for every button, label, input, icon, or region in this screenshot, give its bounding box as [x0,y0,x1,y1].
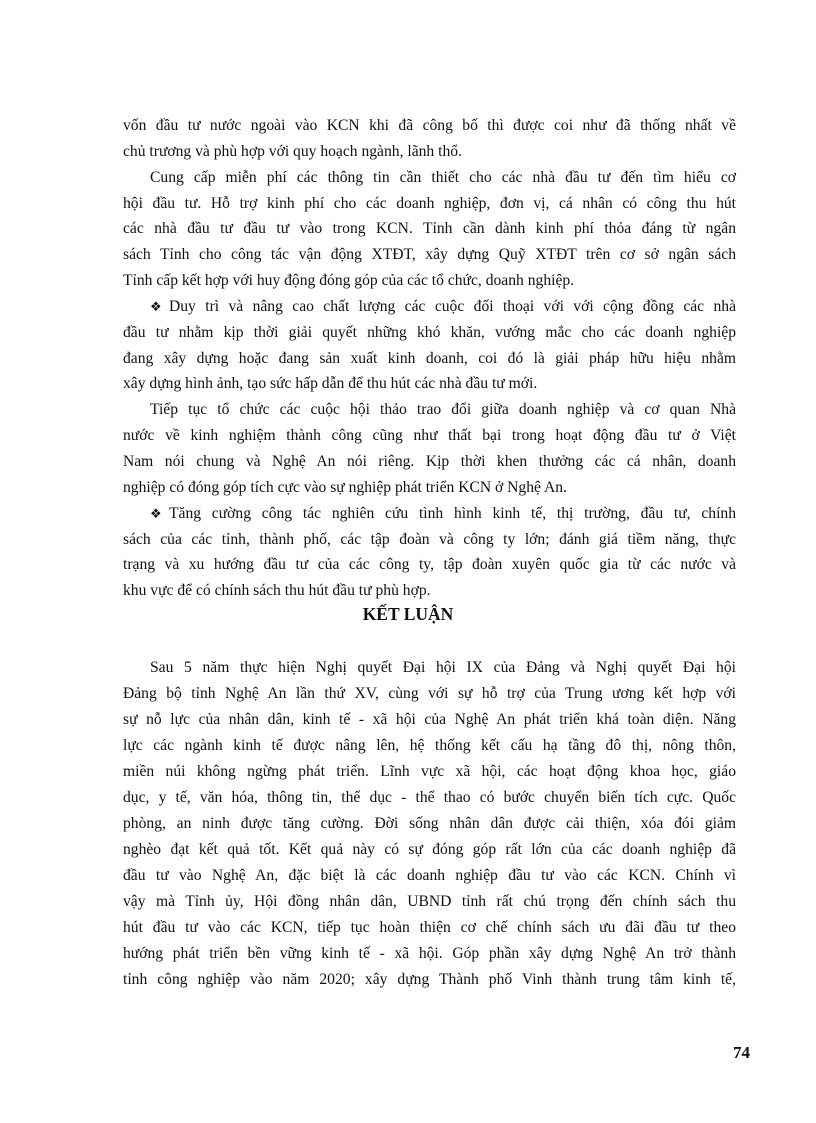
text-line-content: sách Tỉnh cho công tác vận động XTĐT, xây dựng Quỹ XTĐT trên cơ sở ngân sách [123,246,736,264]
page-number: 74 [733,1043,750,1062]
text-line [123,578,736,604]
text-line-content: đầu tư nhằm kịp thời giải quyết những khó khăn, vướng mắc cho các doanh nghiệp [123,323,736,341]
text-line-content: chủ trương và phù hợp với quy hoạch ngành, lãnh thổ. [123,142,462,160]
text-line-content: sự nỗ lực của nhân dân, kinh tế - xã hội của Nghệ An phát triển khá toàn diện. Năng [123,711,736,728]
text-line [123,785,736,811]
text-line [123,294,736,320]
text-line-content: Duy trì và nâng cao chất lượng các cuộc đối thoại với với cộng đồng các nhà [169,297,736,315]
text-line-content: Tỉnh cấp kết hợp với huy động đóng góp của các tổ chức, doanh nghiệp. [123,272,575,290]
text-line-content: sách của các tỉnh, thành phố, các tập đoàn và công ty lớn; đánh giá tiềm năng, thực [123,530,736,548]
text-line [123,501,736,527]
text-line [123,191,736,217]
section-heading: KẾT LUẬN [362,604,454,624]
text-line-content: phòng, an ninh được tăng cường. Đời sống nhân dân được cải thiện, xóa đói giảm [123,815,736,832]
text-line-content: hội đầu tư. Hỗ trợ kinh phí cho các doanh nghiệp, đơn vị, cá nhân có công thu hút [123,194,736,212]
document-body-bottom [123,655,736,993]
text-line [123,527,736,553]
text-line-content: miền núi không ngừng phát triển. Lĩnh vực xã hội, các hoạt động khoa học, giáo [123,763,736,780]
text-line-content: Tiếp tục tổ chức các cuộc hội thảo trao đổi giữa doanh nghiệp và cơ quan Nhà [150,401,736,419]
text-line [123,889,736,915]
text-line [123,397,736,423]
text-line [123,863,736,889]
text-line-content: lực các ngành kinh tế được nâng lên, hệ thống kết cấu hạ tầng đô thị, nông thôn, [123,737,736,754]
text-line-content: Sau 5 năm thực hiện Nghị quyết Đại hội IX của Đảng và Nghị quyết Đại hội [150,659,736,676]
text-line-content: đang xây dựng hoặc đang sản xuất kinh doanh, coi đó là giải pháp hữu hiệu nhằm [123,349,736,367]
text-line-content: hướng phát triển bền vững kinh tế - xã hội. Góp phần xây dựng Nghệ An trở thành [123,945,736,962]
text-line [123,655,736,681]
paragraph [123,165,736,294]
paragraph [123,113,736,165]
text-line [123,967,736,993]
text-line [123,759,736,785]
text-line [123,811,736,837]
text-line-content: các nhà đầu tư đầu tư vào trong KCN. Tỉnh cần dành kinh phí thỏa đáng từ ngân [123,220,736,238]
text-line [123,242,736,268]
text-line-content: tỉnh công nghiệp vào năm 2020; xây dựng Thành phố Vinh thành trung tâm kinh tế, [123,971,736,988]
text-line-content: nghiệp có đóng góp tích cực vào sự nghiệp phát triển KCN ở Nghệ An. [123,478,567,496]
text-line [123,915,736,941]
text-line [123,216,736,242]
text-line-content: khu vực để có chính sách thu hút đầu tư phù hợp. [123,582,431,600]
text-line [123,475,736,501]
text-line-content: dục, y tế, văn hóa, thông tin, thể dục - thể thao có bước chuyển biến tích cực. Quốc [123,789,736,806]
text-line-content: Đảng bộ tỉnh Nghệ An lần thứ XV, cùng với sự hỗ trợ của Trung ương kết hợp với [123,685,736,702]
text-line [123,320,736,346]
text-line-content: xây dựng hình ảnh, tạo sức hấp dẫn để thu hút các nhà đầu tư mới. [123,375,538,393]
text-line [123,941,736,967]
bullet-diamond-icon: ❖ [150,505,162,521]
text-line [123,837,736,863]
text-line [123,268,736,294]
text-line [123,733,736,759]
bullet-diamond-icon: ❖ [150,298,162,314]
text-line-content: nghèo đạt kết quả tốt. Kết quả này có sự đóng góp rất lớn của các doanh nghiệp đã [123,841,736,858]
text-line-content: trạng và xu hướng đầu tư của các công ty, tập đoàn xuyên quốc gia từ các nước và [123,556,736,574]
paragraph [123,397,736,500]
text-line-content: Nam nói chung và Nghệ An nói riêng. Kịp thời khen thưởng các cá nhân, doanh [123,452,736,470]
document-body-top [123,113,736,604]
bullet-item [123,294,736,397]
text-line [123,423,736,449]
text-line-content: nước về kinh nghiệm thành công cũng như thất bại trong hoạt động đầu tư ở Việt [123,427,736,445]
text-line [123,165,736,191]
text-line-content: Tăng cường công tác nghiên cứu tình hình kinh tế, thị trường, đầu tư, chính [169,504,736,522]
text-line-content: hút đầu tư vào các KCN, tiếp tục hoàn thiện cơ chế chính sách ưu đãi đầu tư theo [123,919,736,936]
text-line [123,113,736,139]
text-line [123,346,736,372]
bullet-item [123,501,736,604]
text-line [123,449,736,475]
text-line [123,681,736,707]
text-line-content: vốn đầu tư nước ngoài vào KCN khi đã công bố thì được coi như đã thống nhất về [123,117,736,134]
paragraph [123,655,736,993]
text-line-content: vậy mà Tỉnh ủy, Hội đồng nhân dân, UBND tỉnh rất chú trọng đến chính sách thu [123,893,736,910]
text-line [123,552,736,578]
text-line [123,139,736,165]
text-line-content: đầu tư vào Nghệ An, đặc biệt là các doanh nghiệp đầu tư vào các KCN. Chính vì [123,867,736,884]
text-line [123,707,736,733]
text-line-content: Cung cấp miễn phí các thông tin cần thiết cho các nhà đầu tư đến tìm hiểu cơ [150,168,736,186]
text-line [123,371,736,397]
